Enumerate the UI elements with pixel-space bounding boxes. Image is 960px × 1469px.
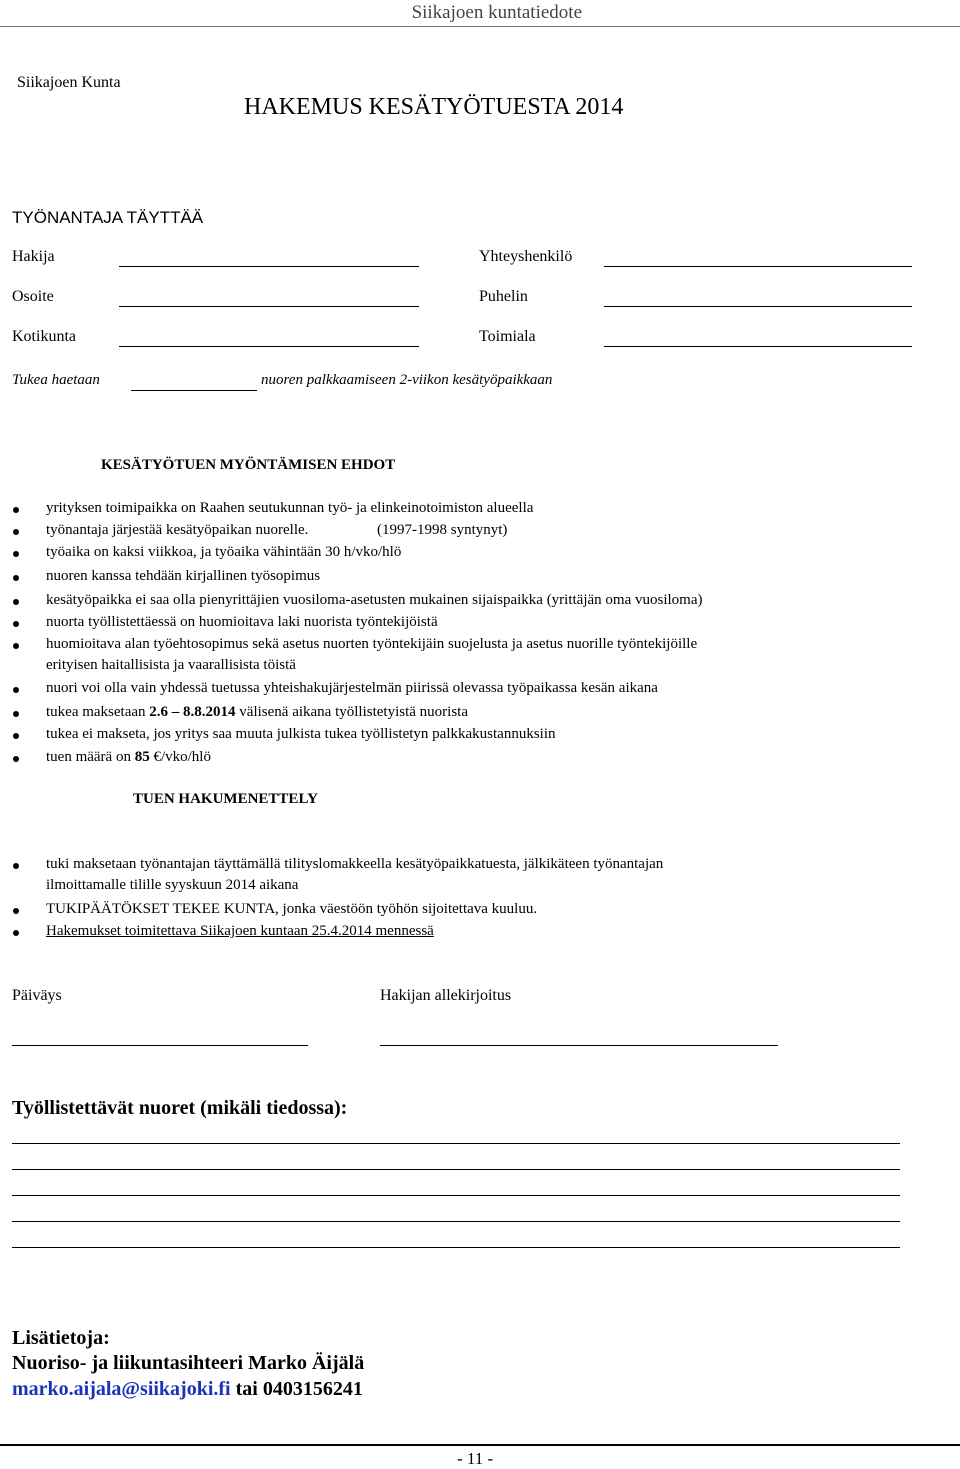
contact-line <box>12 1378 363 1401</box>
youth-line-1[interactable] <box>12 1143 900 1144</box>
procedure-item-continuation: ilmoittamalle tilille syyskuun 2014 aikana <box>46 877 299 893</box>
yhteyshenkilo-field[interactable] <box>604 266 912 267</box>
support-post-text: nuoren palkkaamiseen 2-viikon kesätyöpaikkaan <box>261 372 553 388</box>
osoite-label: Osoite <box>12 288 54 305</box>
youth-line-5[interactable] <box>12 1247 900 1248</box>
bullet <box>13 551 19 557</box>
bullet <box>13 930 19 936</box>
procedure-deadline: Hakemukset toimitettava Siikajoen kuntaan 25.4.2014 mennessä <box>46 923 434 939</box>
puhelin-label: Puhelin <box>479 288 528 305</box>
yhteyshenkilo-label: Yhteyshenkilö <box>479 248 573 265</box>
youth-line-3[interactable] <box>12 1195 900 1196</box>
bullet <box>13 711 19 717</box>
amount-unit: €/vko/hlö <box>153 749 211 765</box>
condition-item: yrityksen toimipaikka on Raahen seutukunnan työ- ja elinkeinotoimiston alueella <box>46 500 534 516</box>
procedure-item: tuki maksetaan työnantajan täyttämällä tilityslomakkeella kesätyöpaikkatuesta, jälkikäteen työnantajan <box>46 856 664 872</box>
bullet <box>13 507 19 513</box>
condition-item: nuori voi olla vain yhdessä tuetussa yhteishakujärjestelmän piirissä olevassa työpaikassa kesän aikana <box>46 680 658 696</box>
contact-phone: tai 0403156241 <box>235 1378 363 1400</box>
running-header-title: Siikajoen kuntatiedote <box>411 2 582 23</box>
page-number: - 11 - <box>457 1449 494 1468</box>
date-label: Päiväys <box>12 987 62 1004</box>
signature-label: Hakijan allekirjoitus <box>380 987 512 1004</box>
condition-item-payment-period <box>46 704 468 721</box>
payment-post: välisenä aikana työllistetyistä nuorista <box>239 704 468 720</box>
condition-item: nuorta työllistettäessä on huomioitava laki nuorista työntekijöistä <box>46 614 438 630</box>
signature-field[interactable] <box>380 1045 778 1046</box>
amount-pre: tuen määrä on <box>46 749 131 765</box>
puhelin-field[interactable] <box>604 306 912 307</box>
kotikunta-field[interactable] <box>119 346 419 347</box>
support-count-field[interactable] <box>131 390 257 391</box>
condition-item-amount <box>46 749 211 766</box>
footer-rule <box>0 1444 960 1446</box>
payment-start: 2.6 <box>149 704 169 720</box>
condition-item: kesätyöpaikka ei saa olla pienyrittäjien vuosiloma-asetusten mukainen sijaispaikka (yrittäjän oma vuosiloma) <box>46 592 703 608</box>
bullet <box>13 643 19 649</box>
osoite-field[interactable] <box>119 306 419 307</box>
bullet <box>13 575 19 581</box>
bullet <box>13 733 19 739</box>
toimiala-field[interactable] <box>604 346 912 347</box>
bullet <box>13 908 19 914</box>
youth-line-4[interactable] <box>12 1221 900 1222</box>
amount-value: 85 <box>134 749 150 765</box>
condition-birth-years: (1997-1998 syntynyt) <box>377 522 508 538</box>
contact-heading: Lisätietoja: <box>12 1327 110 1349</box>
payment-pre: tukea maksetaan <box>46 704 146 720</box>
condition-item: työaika on kaksi viikkoa, ja työaika vähintään 30 h/vko/hlö <box>46 544 402 560</box>
procedure-heading: TUEN HAKUMENETTELY <box>133 791 318 807</box>
bullet <box>13 621 19 627</box>
condition-item: huomioitava alan työehtosopimus sekä asetus nuorten työntekijäin suojelusta ja asetus nuorille työntekijöille <box>46 636 698 652</box>
payment-dash: – <box>171 704 180 720</box>
bullet <box>13 756 19 762</box>
youth-heading: Työllistettävät nuoret (mikäli tiedossa): <box>12 1097 348 1119</box>
hakija-field[interactable] <box>119 266 419 267</box>
contact-email-link[interactable]: marko.aijala@siikajoki.fi <box>12 1378 231 1400</box>
bullet <box>13 687 19 693</box>
condition-item: työnantaja järjestää kesätyöpaikan nuorelle. <box>46 522 309 538</box>
date-field[interactable] <box>12 1045 308 1046</box>
kotikunta-label: Kotikunta <box>12 328 76 345</box>
organization-name: Siikajoen Kunta <box>17 74 121 91</box>
condition-item: nuoren kanssa tehdään kirjallinen työsopimus <box>46 568 321 584</box>
condition-item: tukea ei makseta, jos yritys saa muuta julkista tukea työllistetyn palkkakustannuksiin <box>46 726 556 742</box>
payment-end: 8.8.2014 <box>183 704 236 720</box>
employer-heading: TYÖNANTAJA TÄYTTÄÄ <box>12 208 204 227</box>
form-title: HAKEMUS KESÄTYÖTUESTA 2014 <box>244 94 624 120</box>
conditions-heading: KESÄTYÖTUEN MYÖNTÄMISEN EHDOT <box>101 457 396 473</box>
procedure-item: TUKIPÄÄTÖKSET TEKEE KUNTA, jonka väestöön työhön sijoitettava kuuluu. <box>46 901 538 917</box>
hakija-label: Hakija <box>12 248 55 265</box>
support-pre-text: Tukea haetaan <box>12 372 100 388</box>
youth-line-2[interactable] <box>12 1169 900 1170</box>
toimiala-label: Toimiala <box>479 328 536 345</box>
contact-person: Nuoriso- ja liikuntasihteeri Marko Äijälä <box>12 1352 365 1374</box>
bullet <box>13 529 19 535</box>
bullet <box>13 599 19 605</box>
condition-item-continuation: erityisen haitallisista ja vaarallisista töistä <box>46 657 296 673</box>
bullet <box>13 863 19 869</box>
